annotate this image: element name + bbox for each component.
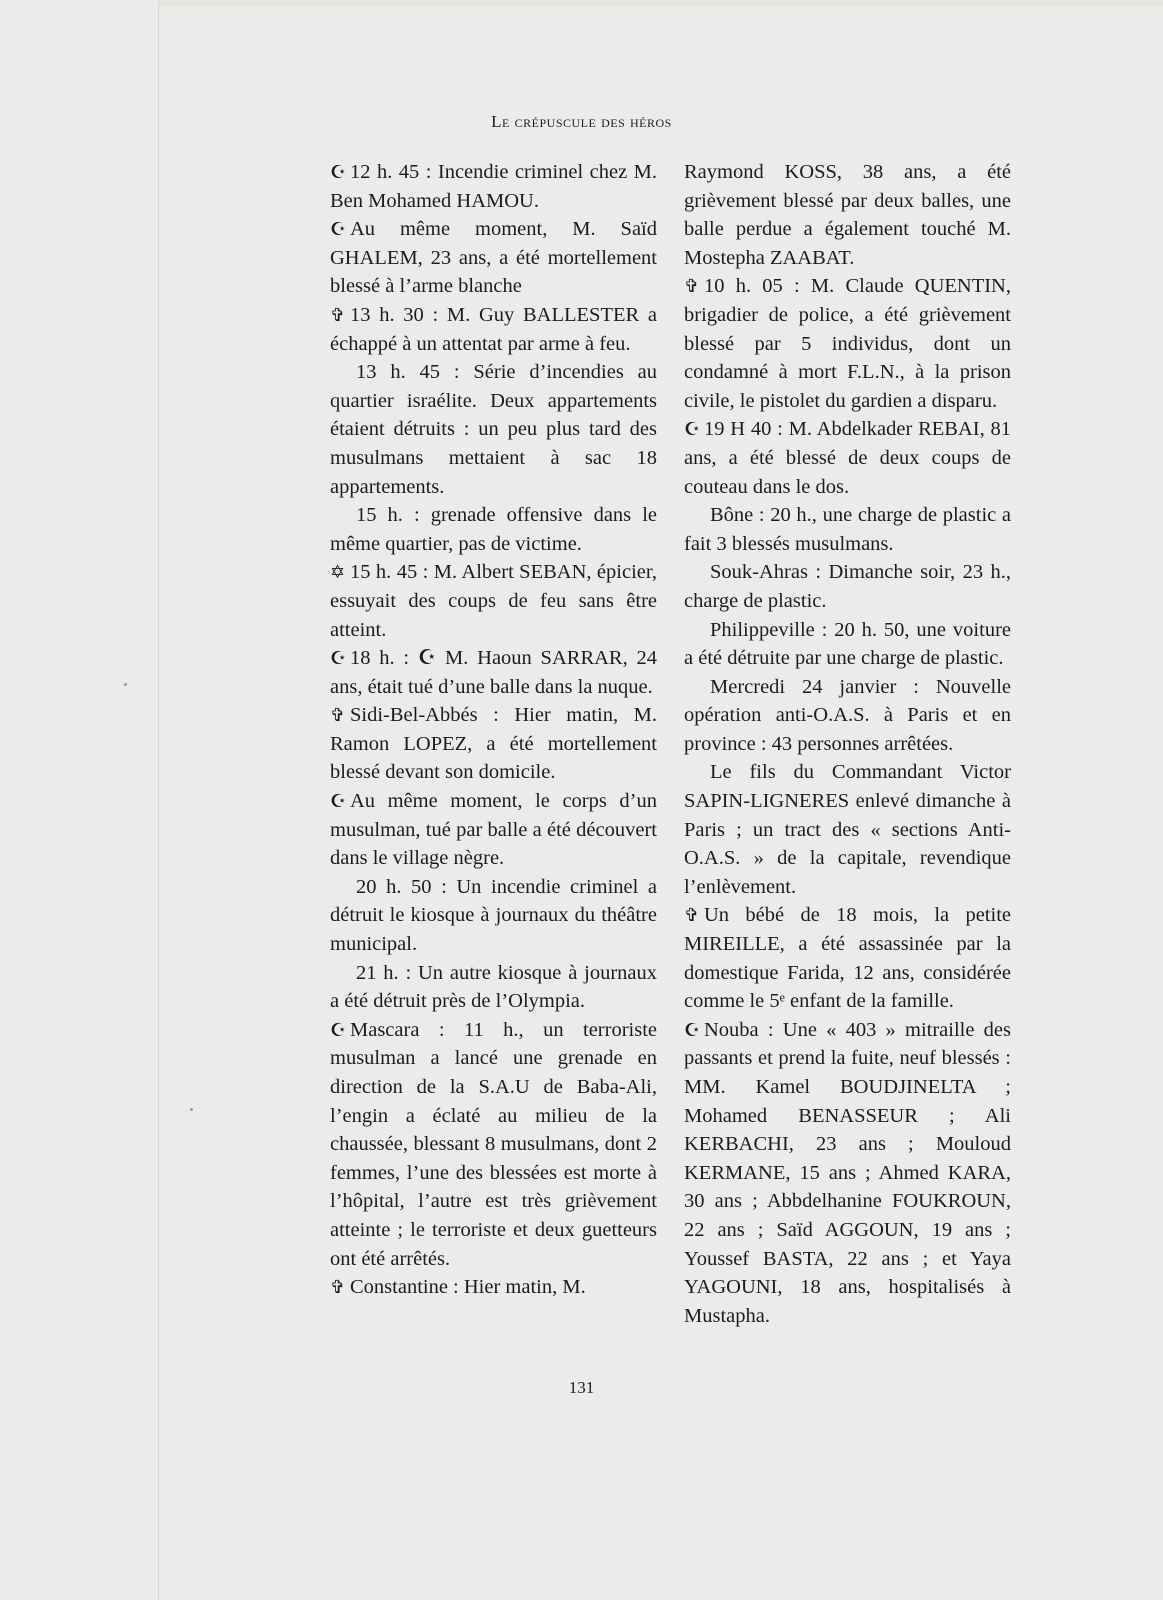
paragraph-text: Mercredi 24 janvier : Nouvelle opération anti-O.A.S. à Paris et en province : 43 personnes arrêtées.	[684, 675, 1011, 755]
paragraph	[330, 959, 657, 1016]
paragraph	[330, 787, 657, 873]
paragraph	[684, 501, 1011, 558]
crescent-icon: ☪	[330, 219, 347, 240]
paragraph	[330, 701, 657, 787]
paragraph	[684, 415, 1011, 501]
scan-speck	[190, 1108, 193, 1111]
paragraph	[330, 1016, 657, 1273]
crescent-icon: ☪	[330, 162, 347, 182]
cross-icon: ✞	[330, 705, 346, 726]
paragraph-text: Philippeville : 20 h. 50, une voiture a été détruite par une charge de plastic.	[684, 618, 1011, 670]
cross-icon: ✞	[684, 276, 700, 297]
paragraph-text: 20 h. 50 : Un incendie criminel a détruit le kiosque à journaux du théâtre municipal.	[330, 875, 657, 956]
paragraph	[330, 501, 657, 558]
paragraph	[684, 673, 1011, 759]
paragraph	[330, 158, 657, 215]
paragraph	[330, 558, 657, 644]
paragraph	[684, 1016, 1011, 1331]
cross-icon: ✞	[330, 1277, 346, 1298]
paragraph	[684, 758, 1011, 901]
star-icon: ✡	[330, 562, 346, 583]
paragraph-text: Sidi-Bel-Abbés : Hier matin, M. Ramon LOPEZ, a été mortellement blessé devant son domicile.	[330, 704, 657, 784]
paragraph	[330, 873, 657, 959]
right-column	[684, 158, 1011, 1330]
paragraph-text: 10 h. 05 : M. Claude QUENTIN, brigadier de police, a été grièvement blessé par 5 individus, dont un condamné à mort F.L.N., à la prison civile, le pistolet du gardien a disparu.	[684, 275, 1011, 412]
paragraph	[684, 616, 1011, 673]
page-number: 131	[568, 1378, 595, 1397]
crescent-icon: ☪	[330, 1019, 347, 1040]
crescent-icon: ☪	[330, 791, 347, 812]
paragraph-text: Constantine : Hier matin, M.	[350, 1276, 586, 1299]
crescent-icon: ☪	[684, 1019, 701, 1040]
paragraph-text: 18 h. : ☪ M. Haoun SARRAR, 24 ans, était tué d’une balle dans la nuque.	[330, 647, 657, 698]
paragraph-text: 15 h. : grenade offensive dans le même quartier, pas de victime.	[330, 504, 657, 555]
paragraph	[684, 558, 1011, 615]
paragraph-text: 12 h. 45 : Incendie criminel chez M. Ben Mohamed HAMOU.	[330, 161, 657, 212]
paragraph	[684, 272, 1011, 415]
paragraph-text: Au même moment, le corps d’un musulman, tué par balle a été découvert dans le village nègre.	[330, 790, 657, 870]
paragraph	[330, 1273, 657, 1302]
scan-speck	[124, 683, 127, 686]
paragraph-text: Au même moment, M. Saïd GHALEM, 23 ans, a été mortellement blessé à l’arme blanche	[330, 218, 657, 298]
left-column	[330, 158, 657, 1302]
paragraph-text: Bône : 20 h., une charge de plastic a fait 3 blessés musulmans.	[684, 504, 1011, 555]
crescent-icon: ☪	[684, 419, 701, 440]
paragraph-text: Le fils du Commandant Victor SAPIN-LIGNERES enlevé dimanche à Paris ; un tract des « sections Anti-O.A.S. » de la capitale, revendique l’enlèvement.	[684, 761, 1011, 898]
scan-border-top	[158, 0, 1163, 6]
cross-icon: ✞	[684, 905, 700, 926]
paragraph	[330, 301, 657, 358]
paragraph	[330, 644, 657, 701]
paragraph-text: 21 h. : Un autre kiosque à journaux a été détruit près de l’Olympia.	[330, 961, 657, 1013]
paragraph-text: 15 h. 45 : M. Albert SEBAN, épicier, essuyait des coups de feu sans être atteint.	[330, 561, 657, 641]
paragraph-text: Un bébé de 18 mois, la petite MIREILLE, a été assassinée par la domestique Farida, 12 ans, considérée comme le 5ᵉ enfant de la famille.	[684, 904, 1011, 1013]
crescent-icon: ☪	[330, 648, 347, 669]
paragraph	[330, 358, 657, 501]
paragraph-text: 19 H 40 : M. Abdelkader REBAI, 81 ans, a été blessé de deux coups de couteau dans le dos.	[684, 418, 1011, 498]
paragraph-text: Souk-Ahras : Dimanche soir, 23 h., charge de plastic.	[684, 561, 1011, 612]
paragraph-text: Mascara : 11 h., un terroriste musulman a lancé une grenade en direction de la S.A.U de Baba-Ali, l’engin a éclaté au milieu de la chaussée, blessant 8 musulmans, dont 2 femmes, l’une des blessées est morte à l’hôpital, l’autre est très grièvement atteinte ; le terroriste et deux guetteurs ont été arrêtés.	[330, 1018, 657, 1270]
paragraph	[684, 158, 1011, 272]
paragraph-text: Nouba : Une « 403 » mitraille des passants et prend la fuite, neuf blessés : MM. Kamel BOUDJINELTA ; Mohamed BENASSEUR ; Ali KERBACHI, 23 ans ; Mouloud KERMANE, 15 ans ; Ahmed KARA, 30 ans ; Abbdelhanine FOUKROUN, 22 ans ; Saïd AGGOUN, 19 ans ; Youssef BASTA, 22 ans ; et Yaya YAGOUNI, 18 ans, hospitalisés à Mustapha.	[684, 1018, 1011, 1327]
running-head: Le crépuscule des héros	[491, 112, 672, 131]
scan-border-left	[158, 0, 159, 1600]
paragraph	[330, 215, 657, 301]
paragraph	[684, 901, 1011, 1015]
paragraph-text: Raymond KOSS, 38 ans, a été grièvement blessé par deux balles, une balle perdue a également touché M. Mostepha ZAABAT.	[684, 161, 1011, 269]
paragraph-text: 13 h. 30 : M. Guy BALLESTER a échappé à un attentat par arme à feu.	[330, 303, 657, 355]
cross-icon: ✞	[330, 304, 346, 325]
paragraph-text: 13 h. 45 : Série d’incendies au quartier israélite. Deux appartements étaient détruits : un peu plus tard des musulmans mettaient à sac 18 appartements.	[330, 361, 657, 498]
